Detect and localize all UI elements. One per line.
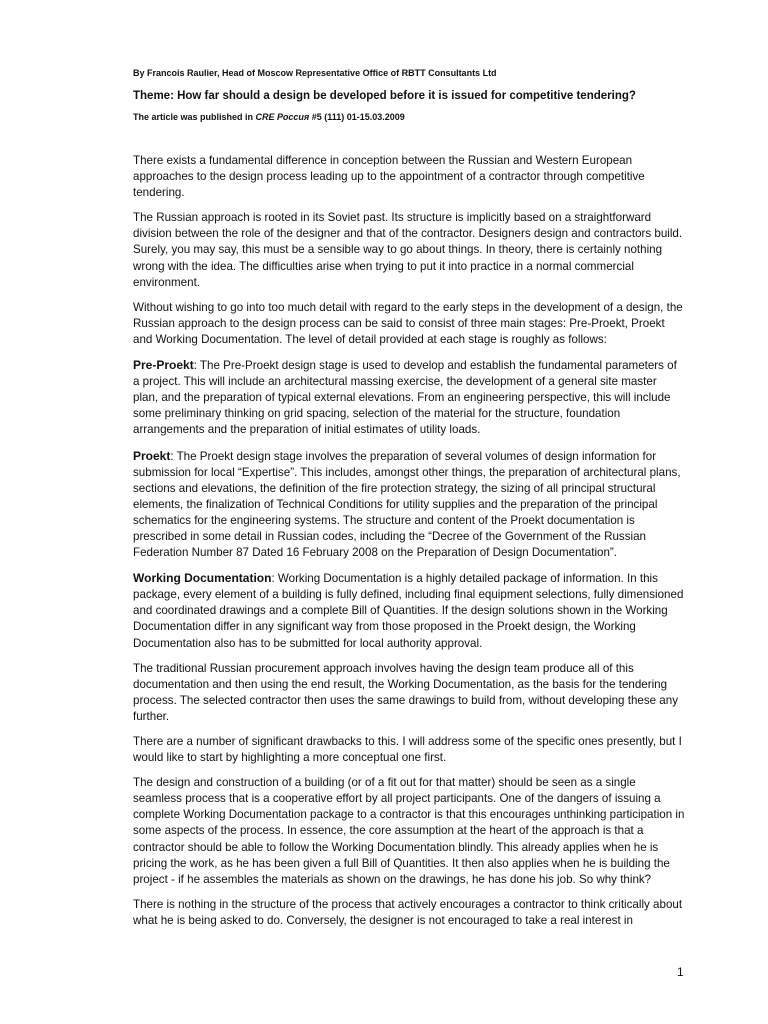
article-theme: Theme: How far should a design be developed before it is issued for competitive tendering? xyxy=(133,90,636,102)
stage-label: Pre-Proekt xyxy=(133,358,194,373)
paragraph xyxy=(133,210,685,290)
paragraph-text: Without wishing to go into too much detail with regard to the early steps in the development of a design, the Russian approach to the design process can be said to consist of three main stages: Pre-Proekt, Proekt and Working Documentation. The level of detail provided at each stage is roughly as follows: xyxy=(133,300,683,346)
stage-label: Proekt xyxy=(133,448,171,463)
paragraph-text: The design and construction of a building (or of a fit out for that matter) should be seen as a single seamless process that is a cooperative effort by all project participants. One of the dangers of issuing a complete Working Documentation package to a contractor is that this encourages unthinking participation in some aspects of the process. In essence, the core assumption at the heart of the approach is that a contractor should be able to follow the Working Documentation blindly. This already applies when he is pricing the work, as he has been given a full Bill of Quantities. It then also applies when he is building the project - if he assembles the materials as shown on the drawings, he has done his job. So why think? xyxy=(133,776,685,886)
paragraph xyxy=(133,661,685,725)
paragraph xyxy=(133,357,685,438)
page-number: 1 xyxy=(677,965,684,979)
stage-label: Working Documentation xyxy=(133,571,272,586)
document-page xyxy=(133,66,685,938)
paragraph-text: There is nothing in the structure of the process that actively encourages a contractor to think critically about what he is being asked to do. Conversely, the designer is not encouraged to take a real interest in xyxy=(133,897,683,927)
publication-name: CRE Россия xyxy=(255,112,310,122)
paragraph xyxy=(133,570,685,651)
publication-info xyxy=(133,110,685,124)
paragraph xyxy=(133,448,685,562)
paragraph xyxy=(133,300,685,348)
article-body xyxy=(133,153,685,929)
paragraph xyxy=(133,734,685,766)
paragraph-text: : The Pre-Proekt design stage is used to develop and establish the fundamental parameters of a project. This will include an architectural massing exercise, the development of a general site master plan, and the preparation of typical external elevations. From an engineering perspective, this will include some preliminary thinking on grid spacing, selection of the material for the structure, foundation arrangements and the preparation of initial estimates of utility loads. xyxy=(133,359,677,437)
paragraph-text: There exists a fundamental difference in conception between the Russian and Western European approaches to the design process leading up to the appointment of a contractor through competitive tendering. xyxy=(133,154,645,200)
paragraph xyxy=(133,775,685,888)
paragraph-text: The Russian approach is rooted in its Soviet past. Its structure is implicitly based on a straightforward division between the role of the designer and that of the contractor. Designers design and contractors build. Surely, you may say, this must be a sensible way to go about things. In theory, there is certainly nothing wrong with the idea. The difficulties arise when trying to put it into practice in a normal commercial environment. xyxy=(133,211,683,289)
paragraph-text: There are a number of significant drawbacks to this. I will address some of the specific ones presently, but I would like to start by highlighting a more conceptual one first. xyxy=(133,735,682,765)
paragraph-text: : The Proekt design stage involves the preparation of several volumes of design information for submission for local “Expertise”. This includes, amongst other things, the preparation of architectural plans, sections and elevations, the definition of the fire protection strategy, the sizing of all principal structural elements, the finalization of Technical Conditions for utility supplies and the preparation of the principal schematics for the engineering systems. The structure and content of the Proekt documentation is prescribed in some detail in Russian codes, including the “Decree of the Government of the Russian Federation Number 87 Dated 16 February 2008 on the Preparation of Design Documentation”. xyxy=(133,449,681,560)
byline: By Francois Raulier, Head of Moscow Representative Office of RBTT Consultants Ltd xyxy=(133,68,497,78)
publication-prefix: The article was published in xyxy=(133,112,256,122)
paragraph-text: : Working Documentation is a highly detailed package of information. In this package, every element of a building is fully defined, including final equipment selections, fully dimensioned and coordinated drawings and a complete Bill of Quantities. If the design solutions shown in the Working Documentation differ in any significant way from those proposed in the Proekt design, the Working Documentation also has to be submitted for local authority approval. xyxy=(133,572,684,650)
paragraph xyxy=(133,153,685,201)
publication-issue: #5 (111) 01-15.03.2009 xyxy=(309,112,405,122)
paragraph xyxy=(133,897,685,929)
paragraph-text: The traditional Russian procurement approach involves having the design team produce all of this documentation and then using the end result, the Working Documentation, as the basis for the tendering process. The selected contractor then uses the same drawings to build from, without developing these any further. xyxy=(133,661,678,723)
